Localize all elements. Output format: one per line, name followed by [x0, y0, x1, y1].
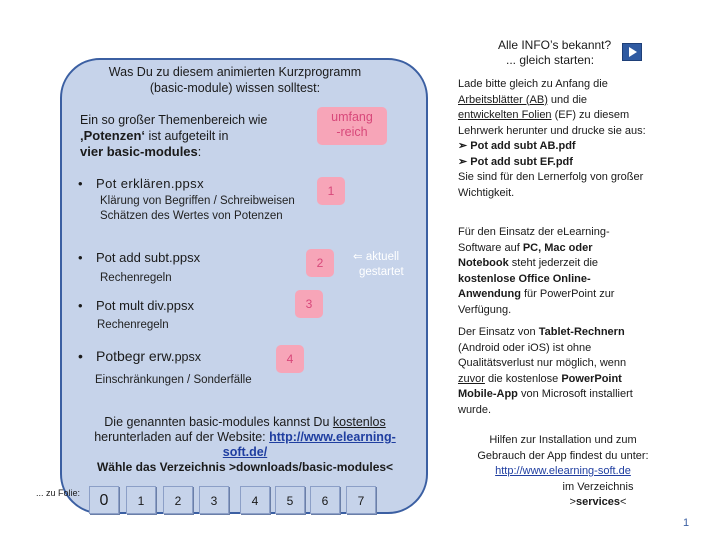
nav-button-3[interactable]: 3 — [199, 486, 229, 514]
text-line: Hilfen zur Installation und zum — [489, 434, 637, 446]
module-item-1[interactable] — [78, 176, 204, 191]
text-bold: Tablet-Rechnern — [538, 326, 625, 338]
module-number-2: 2 — [306, 249, 334, 277]
sub-line: Klärung von Begriffen / Schreibweisen — [100, 195, 295, 207]
text-bold: services — [575, 496, 621, 508]
worksheet-info — [458, 77, 663, 201]
umfang-line-2: -reich — [336, 125, 368, 139]
text-line: für PowerPoint zur — [520, 288, 615, 300]
note-line-2: gestartet — [359, 266, 404, 278]
text-line: und die — [547, 93, 588, 106]
module-sub-1 — [100, 194, 295, 224]
website-link-cont[interactable]: soft.de/ — [222, 445, 268, 459]
bullet: • — [78, 348, 83, 364]
nav-button-4[interactable]: 4 — [240, 486, 270, 514]
download-text: Die genannten basic-modules kannst Du — [104, 415, 333, 429]
module-number-1: 1 — [317, 177, 345, 205]
umfang-badge — [317, 107, 387, 145]
download-directory: Wähle das Verzeichnis >downloads/basic-modules< — [96, 460, 394, 474]
text-line: Verfügung. — [458, 303, 512, 316]
bullet: • — [78, 298, 83, 313]
text-bold: Notebook — [458, 257, 509, 269]
module-item-3[interactable] — [78, 298, 194, 313]
text-line: Lade bitte gleich zu Anfang die — [458, 78, 608, 90]
module-sub-4 — [95, 373, 252, 388]
text-line: < — [620, 496, 627, 508]
umfang-line-1: umfang — [331, 110, 373, 124]
text-bold: kostenlose Office Online- — [458, 272, 591, 285]
text-bold: PowerPoint — [561, 372, 622, 385]
module-number-3: 3 — [295, 290, 323, 318]
bullet: • — [78, 176, 83, 191]
nav-button-7[interactable]: 7 — [346, 486, 376, 514]
download-text-2: herunterladen auf der Website: — [94, 430, 270, 444]
module-title: Pot erklären.ppsx — [96, 176, 204, 191]
download-free: kostenlos — [332, 415, 386, 429]
download-info — [78, 415, 412, 475]
nav-button-0[interactable]: 0 — [89, 486, 119, 514]
intro-colon: : — [197, 145, 202, 159]
tablet-info — [458, 325, 663, 418]
module-item-2[interactable] — [78, 250, 200, 265]
nav-label: ... zu Folie: — [36, 488, 81, 498]
module-sub-3 — [97, 318, 169, 333]
intro-text — [80, 113, 310, 160]
text-line: wurde. — [458, 403, 492, 416]
text-underlined: Arbeitsblätter (AB) — [458, 93, 548, 106]
heading-line-1: Was Du zu diesem animierten Kurzprogramm — [108, 65, 362, 79]
file-ab: ➢ Pot add subt AB.pdf — [458, 140, 576, 152]
text-line: Der Einsatz von — [458, 326, 539, 338]
heading-line-2: (basic-module) wissen solltest: — [149, 81, 321, 95]
text-line: im Verzeichnis > — [562, 480, 634, 508]
module-title: Pot add subt.ppsx — [96, 250, 201, 265]
sub-line: Schätzen des Wertes von Potenzen — [100, 210, 283, 222]
text-underlined: entwickelten Folien — [458, 109, 552, 121]
text-line: Software auf — [458, 241, 523, 254]
nav-button-1[interactable]: 1 — [126, 486, 156, 514]
module-title: Pot mult div.ppsx — [96, 298, 195, 313]
play-icon[interactable] — [622, 43, 642, 61]
text-line: steht jederzeit die — [508, 257, 599, 269]
text-line: von Microsoft installiert — [517, 388, 633, 400]
text-line: die kostenlose — [484, 372, 562, 385]
intro-bold: ‚Potenzen‘ — [80, 128, 146, 143]
note-line-1: ⇐ aktuell — [353, 251, 400, 263]
module-title-ext: ppsx — [174, 350, 202, 364]
text-bold: Anwendung — [458, 288, 521, 300]
text-bold: Mobile-App — [458, 388, 518, 400]
text-line: Qualitätsverlust nur möglich, wenn — [458, 357, 627, 369]
sub-line: Rechenregeln — [97, 319, 169, 331]
help-info — [463, 433, 663, 511]
text-line: (EF) zu diesem — [551, 109, 630, 121]
intro-rest: ist aufgeteilt in — [145, 129, 229, 143]
text-underlined: zuvor — [458, 372, 485, 385]
nav-button-2[interactable]: 2 — [163, 486, 193, 514]
intro-modules: vier basic-modules — [80, 144, 198, 159]
nav-button-5[interactable]: 5 — [275, 486, 305, 514]
text-line: (Android oder iOS) ist ohne — [458, 341, 592, 354]
office-info — [458, 225, 663, 318]
file-ef: ➢ Pot add subt EF.pdf — [458, 155, 573, 168]
nav-button-6[interactable]: 6 — [310, 486, 340, 514]
website-link[interactable]: http://www.elearning- — [269, 430, 396, 444]
help-link[interactable]: http://www.elearning-soft.de — [495, 465, 631, 477]
text-line: Sie sind für den Lernerfolg von großer — [458, 171, 644, 183]
current-note — [353, 250, 417, 280]
module-number-4: 4 — [276, 345, 304, 373]
text-line: Für den Einsatz der eLearning- — [458, 226, 610, 238]
panel-heading — [70, 64, 400, 96]
bullet: • — [78, 250, 83, 265]
text-line: Gebrauch der App findest du unter: — [477, 449, 649, 462]
start-prompt — [498, 38, 638, 68]
intro-line-1: Ein so großer Themenbereich wie — [80, 113, 268, 127]
start-line-2: ... gleich starten: — [506, 53, 595, 67]
module-title: Potbegr erw. — [96, 348, 175, 364]
module-sub-2 — [100, 271, 172, 286]
page-number: 1 — [683, 517, 690, 529]
text-bold: PC, Mac oder — [522, 241, 593, 254]
text-line: Wichtigkeit. — [458, 186, 515, 199]
sub-line: Rechenregeln — [100, 272, 172, 284]
sub-line: Einschränkungen / Sonderfälle — [95, 374, 252, 386]
text-line: Lehrwerk herunter und drucke sie aus: — [458, 124, 646, 137]
module-item-4[interactable] — [78, 348, 201, 364]
start-line-1: Alle INFO’s bekannt? — [498, 38, 612, 52]
